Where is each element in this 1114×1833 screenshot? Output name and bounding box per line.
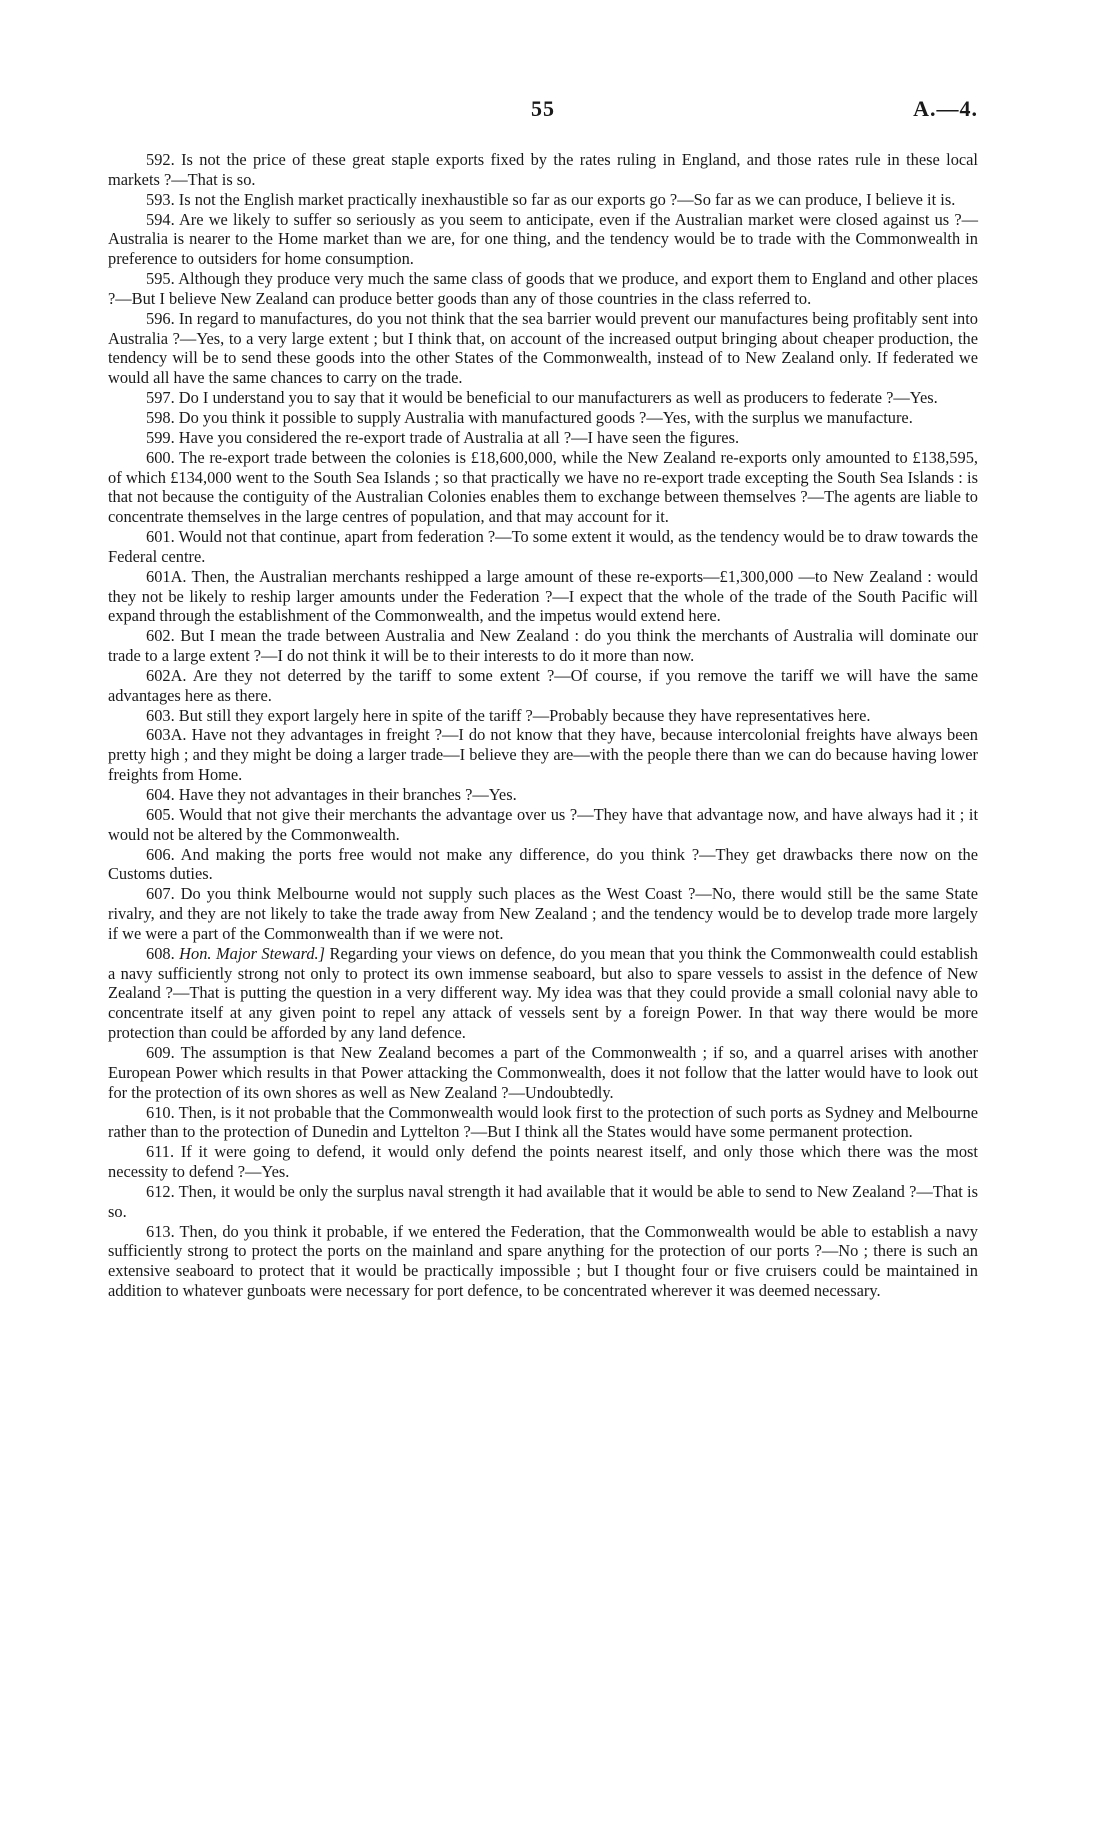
question-paragraph — [108, 1043, 978, 1103]
question-number: 600. — [146, 447, 175, 467]
question-text: Is not the price of these great staple exports fixed by the rates ruling in England, and those rates rule in these local markets ?—That is so. — [108, 150, 978, 189]
question-paragraph — [108, 706, 978, 726]
question-number: 608. — [146, 943, 175, 963]
question-number: 610. — [146, 1102, 175, 1122]
question-text: Do you think Melbourne would not supply such places as the West Coast ?—No, there would still be the same State rivalry, and they are not likely to take the trade away from New Zealand ; and the tendency would be to develop trade more largely if we were a part of the Commonwealth than if we were not. — [108, 884, 978, 943]
question-number: 602. — [146, 626, 175, 646]
question-number: 598. — [146, 407, 175, 427]
question-paragraph — [108, 269, 978, 309]
question-paragraph — [108, 190, 978, 210]
question-paragraph — [108, 725, 978, 785]
question-number: 613. — [146, 1221, 175, 1241]
question-paragraph — [108, 527, 978, 567]
question-number: 611. — [146, 1142, 175, 1162]
question-paragraph — [108, 1182, 978, 1222]
question-number: 594. — [146, 209, 175, 229]
question-paragraph — [108, 408, 978, 428]
question-text: Then, is it not probable that the Commonwealth would look first to the protection of such ports as Sydney and Melbourne rather than to the protection of Dunedin and Lyttelton ?—But I think all the States would have some permanent protection. — [108, 1102, 978, 1142]
page-number: 55 — [531, 96, 555, 121]
question-number: 612. — [146, 1181, 175, 1201]
testimony-body — [108, 150, 978, 1301]
question-paragraph — [108, 626, 978, 666]
question-number: 603. — [146, 705, 175, 725]
question-number: 605. — [146, 804, 175, 824]
question-text: Have they not advantages in their branches ?—Yes. — [178, 785, 517, 804]
question-paragraph — [108, 448, 978, 527]
speaker-name: Hon. Major Steward.] — [179, 943, 326, 963]
question-paragraph — [108, 150, 978, 190]
question-text: Is not the English market practically inexhaustible so far as our exports go ?—So far as we can produce, I believe it is. — [178, 189, 956, 209]
question-number: 607. — [146, 884, 175, 904]
question-paragraph — [108, 884, 978, 944]
question-paragraph — [108, 1103, 978, 1143]
question-text: But still they export largely here in spite of the tariff ?—Probably because they have representatives here. — [178, 705, 871, 725]
document-reference: A.—4. — [913, 96, 978, 121]
question-text: Then, the Australian merchants reshipped a large amount of these re-exports—£1,300,000 —to New Zealand : would they not be likely to reship larger amounts under the Federation ?—I expect that the whole of the trade of the South Pacific will expand through the establishment of the Commonwealth, and the impetus would extend here. — [108, 566, 978, 626]
question-text: The re-export trade between the colonies is £18,600,000, while the New Zealand re-exports only amounted to £138,595, of which £134,000 went to the South Sea Islands ; so that practically we have no re-export trade excepting the South Sea Islands : is that not because the contiguity of the Australian Colonies enables them to exchange between themselves ?—The agents are liable to concentrate themselves in the large centres of population, and that may account for it. — [108, 447, 978, 527]
question-number: 601A. — [146, 566, 187, 586]
question-number: 592. — [146, 150, 175, 169]
question-text: Are they not deterred by the tariff to some extent ?—Of course, if you remove the tariff we will have the same advantages here as there. — [108, 665, 979, 705]
question-number: 596. — [146, 308, 175, 328]
question-text: Would not that continue, apart from federation ?—To some extent it would, as the tendency would be to draw towards the Federal centre. — [108, 527, 978, 566]
question-number: 603A. — [146, 725, 187, 745]
page-header — [108, 96, 978, 126]
question-number: 593. — [146, 189, 175, 209]
question-paragraph — [108, 666, 978, 706]
question-paragraph — [108, 944, 978, 1043]
question-text: Are we likely to suffer so seriously as you seem to anticipate, even if the Australian market were closed against us ?—Australia is nearer to the Home market than we are, for one thing, and the tendency would be to trade with the Commonwealth in preference to outsiders for home consumption. — [108, 209, 978, 269]
question-text: Have not they advantages in freight ?—I do not know that they have, because intercolonial freights have always been pretty high ; and they might be doing a larger trade—I believe they are—with the people there than we can do because having lower freights from Home. — [108, 725, 978, 785]
question-paragraph — [108, 1222, 978, 1301]
question-text: But I mean the trade between Australia and New Zealand : do you think the merchants of Australia will dominate our trade to a large extent ?—I do not think it will be to their interests to do it more than now. — [108, 626, 978, 666]
question-text: Do you think it possible to supply Australia with manufactured goods ?—Yes, with the surplus we manufacture. — [178, 407, 913, 427]
question-paragraph — [108, 845, 978, 885]
question-number: 602A. — [146, 665, 187, 685]
question-text: Although they produce very much the same class of goods that we produce, and export them to England and other places ?—But I believe New Zealand can produce better goods than any of those countries in the class referred to. — [108, 269, 978, 308]
question-text: Then, do you think it probable, if we entered the Federation, that the Commonwealth would be able to establish a navy sufficiently strong to protect the ports on the mainland and spare anything for the protection of our ports ?—No ; there is such an extensive seaboard to protect that it would be practically impossible ; but I thought four or five cruisers could be maintained in addition to whatever gunboats were necessary for port defence, to be concentrated wherever it was deemed necessary. — [108, 1221, 978, 1301]
question-paragraph — [108, 1142, 978, 1182]
question-number: 606. — [146, 844, 175, 864]
question-number: 609. — [146, 1042, 175, 1062]
question-text: Would that not give their merchants the advantage over us ?—They have that advantage now, and have always had it ; it would not be altered by the Commonwealth. — [108, 804, 978, 844]
question-text: Then, it would be only the surplus naval strength it had available that it would be able to send to New Zealand ?—That is so. — [108, 1181, 978, 1221]
question-paragraph — [108, 309, 978, 388]
question-text: Have you considered the re-export trade of Australia at all ?—I have seen the figures. — [178, 427, 740, 447]
question-number: 599. — [146, 427, 175, 447]
question-text: Regarding your views on defence, do you mean that you think the Commonwealth could establish a navy sufficiently strong not only to protect its own immense seaboard, but also to spare vessels to assist in the defence of New Zealand ?—That is putting the question in a very different way. My idea was that they could provide a small colonial navy able to concentrate itself at any given point to repel any attack of vessels sent by a foreign Power. In that way there would be more protection than could be afforded by any land defence. — [108, 943, 978, 1043]
question-paragraph — [108, 785, 978, 805]
question-paragraph — [108, 210, 978, 270]
question-number: 601. — [146, 527, 175, 547]
question-number: 595. — [146, 269, 175, 289]
question-text: If it were going to defend, it would only defend the points nearest itself, and only those which there was the most necessity to defend ?—Yes. — [108, 1142, 978, 1182]
question-paragraph — [108, 567, 978, 627]
question-number: 597. — [146, 388, 175, 408]
question-text: Do I understand you to say that it would be beneficial to our manufacturers as well as producers to federate ?—Yes. — [178, 388, 938, 408]
question-paragraph — [108, 805, 978, 845]
question-number: 604. — [146, 785, 175, 804]
question-text: And making the ports free would not make any difference, do you think ?—They get drawbacks there now on the Customs duties. — [108, 844, 978, 884]
question-text: The assumption is that New Zealand becomes a part of the Commonwealth ; if so, and a quarrel arises with another European Power which results in that Power attacking the Commonwealth, does it not follow that the latter would have to look out for the protection of its own shores as well as New Zealand ?—Undoubtedly. — [108, 1042, 978, 1102]
question-paragraph — [108, 388, 978, 408]
question-text: In regard to manufactures, do you not think that the sea barrier would prevent our manufactures being profitably sent into Australia ?—Yes, to a very large extent ; but I think that, on account of the increased output bringing about cheaper production, the tendency will be to send these goods into the other States of the Commonwealth, instead of to New Zealand only. If federated we would all have the same chances to carry on the trade. — [108, 308, 978, 388]
question-paragraph — [108, 428, 978, 448]
